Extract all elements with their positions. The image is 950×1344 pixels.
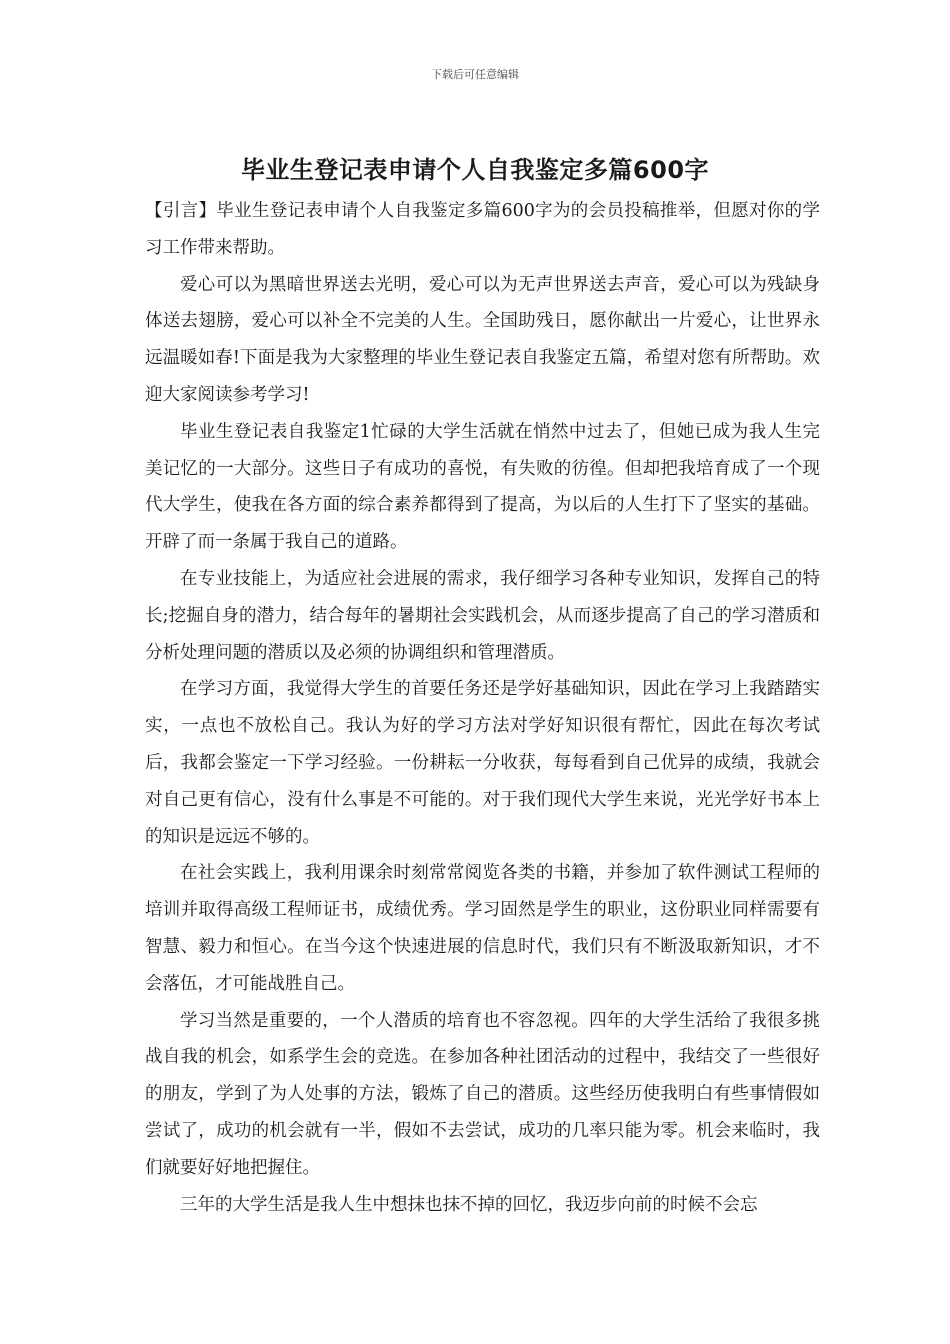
paragraph: 在专业技能上，为适应社会进展的需求，我仔细学习各种专业知识，发挥自己的特长;挖掘自身的潜力，结合每年的暑期社会实践机会，从而逐步提高了自己的学习潜质和分析处理问题的潜质以及必须的协调组织和管理潜质。 — [145, 568, 820, 663]
paragraph: 学习当然是重要的，一个人潜质的培育也不容忽视。四年的大学生活给了我很多挑战自我的机会，如系学生会的竞选。在参加各种社团活动的过程中，我结交了一些很好的朋友，学到了为人处事的方法，锻炼了自己的潜质。这些经历使我明白有些事情假如尝试了，成功的机会就有一半，假如不去尝试，成功的几率只能为零。机会来临时，我们就要好好地把握住。 — [145, 1010, 820, 1178]
paragraph: 在社会实践上，我利用课余时刻常常阅览各类的书籍，并参加了软件测试工程师的培训并取得高级工程师证书，成绩优秀。学习固然是学生的职业，这份职业同样需要有智慧、毅力和恒心。在当今这个快速进展的信息时代，我们只有不断汲取新知识，才不会落伍，才可能战胜自己。 — [145, 863, 820, 994]
paragraph: 三年的大学生活是我人生中想抹也抹不掉的回忆，我迈步向前的时候不会忘 — [180, 1194, 758, 1215]
document-title: 毕业生登记表申请个人自我鉴定多篇600字 — [240, 156, 710, 184]
header-note: 下载后可任意编辑 — [431, 68, 519, 81]
paragraph-intro: 【引言】毕业生登记表申请个人自我鉴定多篇600字为的会员投稿推举，但愿对你的学习工作带来帮助。 — [145, 201, 820, 258]
paragraph: 在学习方面，我觉得大学生的首要任务还是学好基础知识，因此在学习上我踏踏实实，一点也不放松自己。我认为好的学习方法对学好知识很有帮忙，因此在每次考试后，我都会鉴定一下学习经验。一份耕耘一分收获，每每看到自己优异的成绩，我就会对自己更有信心，没有什么事是不可能的。对于我们现代大学生来说，光光学好书本上的知识是远远不够的。 — [145, 679, 820, 847]
document-body — [145, 193, 820, 1223]
paragraph: 毕业生登记表自我鉴定1忙碌的大学生活就在悄然中过去了，但她已成为我人生完美记忆的一大部分。这些日子有成功的喜悦，有失败的彷徨。但却把我培育成了一个现代大学生，使我在各方面的综合素养都得到了提高，为以后的人生打下了坚实的基础。开辟了而一条属于我自己的道路。 — [145, 421, 820, 553]
paragraph: 爱心可以为黑暗世界送去光明，爱心可以为无声世界送去声音，爱心可以为残缺身体送去翅膀，爱心可以补全不完美的人生。全国助残日，愿你献出一片爱心，让世界永远温暖如春!下面是我为大家整理的毕业生登记表自我鉴定五篇，希望对您有所帮助。欢迎大家阅读参考学习! — [145, 274, 820, 405]
